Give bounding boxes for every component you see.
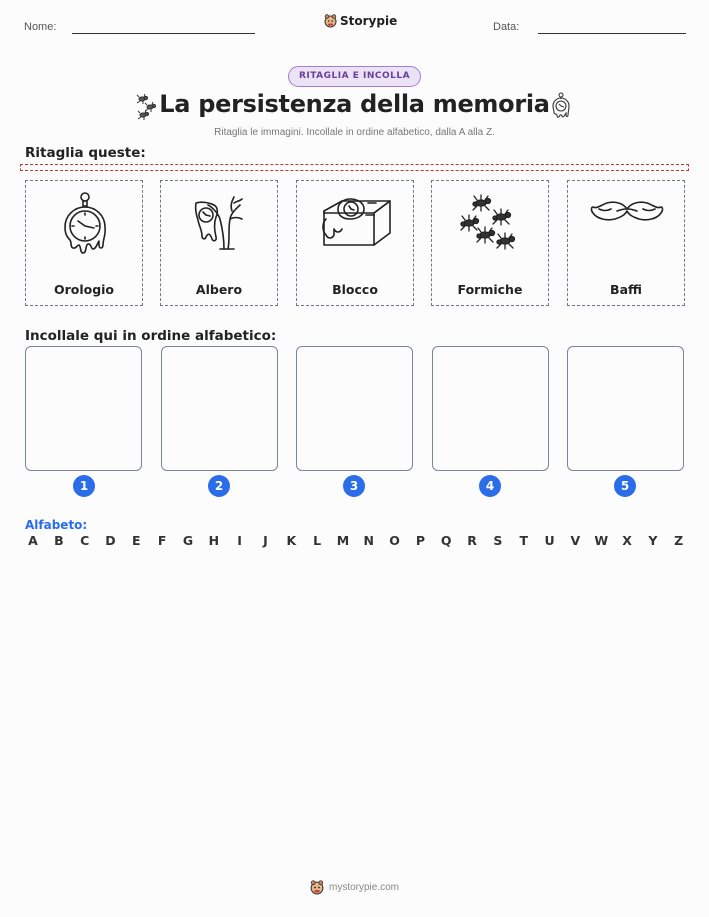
paste-box-2[interactable]: [161, 346, 278, 471]
card-label: Formiche: [457, 282, 523, 297]
paste-box-4[interactable]: [432, 346, 549, 471]
alphabet-row: [26, 533, 686, 548]
footer: [0, 880, 709, 895]
card-label: Orologio: [53, 282, 115, 297]
melting-clock-decoration-icon: [549, 92, 573, 122]
alphabet-letter: N: [363, 533, 374, 548]
alphabet-letter: A: [28, 533, 38, 548]
slot-number-5: 5: [614, 475, 636, 497]
slot-number-1: 1: [73, 475, 95, 497]
ants-icon: [451, 189, 531, 269]
mustache-icon: [587, 189, 667, 269]
block-with-watch-icon: [316, 189, 396, 269]
dead-tree-icon: [180, 189, 260, 269]
paste-box-3[interactable]: [296, 346, 413, 471]
cut-card-blocco[interactable]: [296, 180, 414, 306]
page-title: La persistenza della memoria: [159, 90, 550, 118]
alphabet-letter: L: [313, 533, 322, 548]
alphabet-letter: T: [519, 533, 528, 548]
card-label: Blocco: [332, 282, 378, 297]
alphabet-letter: E: [132, 533, 141, 548]
storypie-logo-icon: [324, 14, 337, 28]
alphabet-heading: Alfabeto:: [25, 518, 88, 532]
cut-card-formiche[interactable]: [431, 180, 549, 306]
cut-card-baffi[interactable]: [567, 180, 685, 306]
card-label: Albero: [195, 282, 243, 297]
alphabet-letter: K: [286, 533, 297, 548]
alphabet-letter: C: [80, 533, 90, 548]
name-line: [72, 33, 255, 34]
date-line: [538, 33, 686, 34]
paste-box-5[interactable]: [567, 346, 684, 471]
alphabet-letter: O: [389, 533, 400, 548]
cut-card-orologio[interactable]: [25, 180, 143, 306]
alphabet-letter: U: [544, 533, 555, 548]
alphabet-letter: X: [622, 533, 632, 548]
cut-line: [20, 164, 689, 171]
activity-badge: RITAGLIA E INCOLLA: [288, 66, 421, 87]
alphabet-letter: H: [208, 533, 220, 548]
alphabet-letter: S: [493, 533, 503, 548]
cut-heading: Ritaglia queste:: [25, 145, 146, 161]
melting-clock-icon: [45, 189, 125, 269]
alphabet-letter: V: [570, 533, 581, 548]
brand-logo: [324, 14, 397, 28]
alphabet-letter: B: [54, 533, 64, 548]
alphabet-letter: M: [336, 533, 350, 548]
paste-heading: Incollale qui in ordine alfabetico:: [25, 328, 277, 344]
slot-number-2: 2: [208, 475, 230, 497]
slot-number-3: 3: [343, 475, 365, 497]
date-label: Data:: [493, 21, 520, 33]
brand-name: Storypie: [340, 14, 398, 28]
storypie-logo-icon: [310, 880, 324, 895]
alphabet-letter: Y: [648, 533, 658, 548]
alphabet-letter: F: [157, 533, 167, 548]
alphabet-letter: P: [415, 533, 425, 548]
alphabet-letter: Z: [674, 533, 684, 548]
instructions: Ritaglia le immagini. Incollale in ordine alfabetico, dalla A alla Z.: [214, 127, 495, 138]
alphabet-letter: W: [594, 533, 609, 548]
slot-number-4: 4: [479, 475, 501, 497]
alphabet-letter: R: [467, 533, 477, 548]
alphabet-letter: J: [263, 533, 268, 548]
alphabet-letter: G: [182, 533, 194, 548]
card-label: Baffi: [610, 282, 642, 297]
alphabet-letter: I: [237, 533, 242, 548]
alphabet-letter: Q: [440, 533, 452, 548]
footer-site-link[interactable]: mystorypie.com: [328, 882, 399, 893]
alphabet-letter: D: [105, 533, 116, 548]
paste-box-1[interactable]: [25, 346, 142, 471]
cut-card-albero[interactable]: [160, 180, 278, 306]
name-label: Nome:: [24, 21, 57, 33]
